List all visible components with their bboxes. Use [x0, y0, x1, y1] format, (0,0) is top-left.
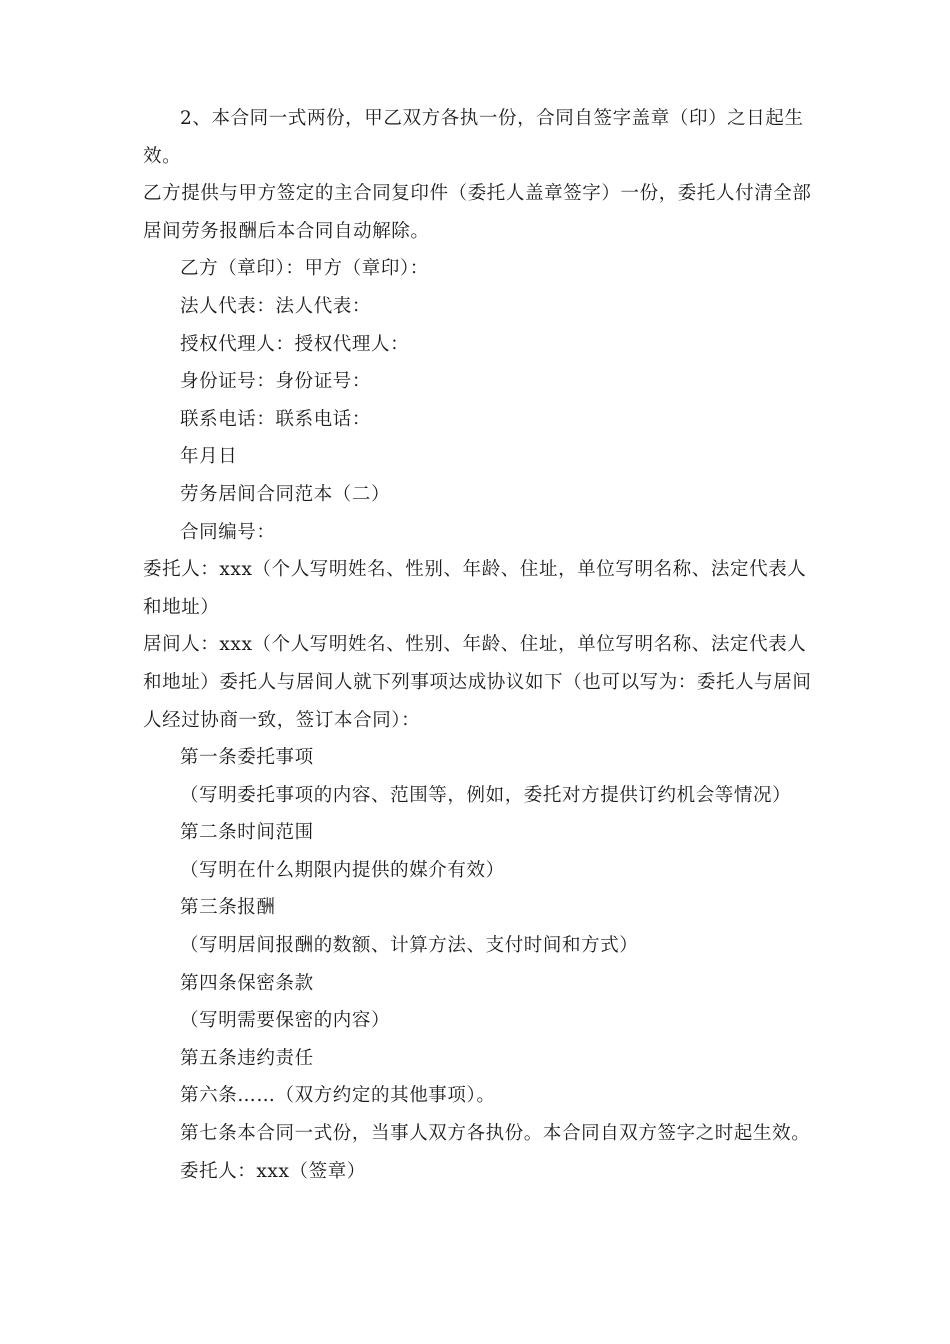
paragraph: 乙方提供与甲方签定的主合同复印件（委托人盖章签字）一份，委托人付清全部居间劳务报酬后本合同自动解除。	[143, 183, 812, 242]
paragraph: 乙方（章印）：甲方（章印）：	[180, 258, 429, 280]
paragraph: 2、本合同一式两份，甲乙双方各执一份，合同自签字盖章（印）之日起生效。	[143, 108, 804, 167]
paragraph: 第一条委托事项	[180, 747, 314, 769]
paragraph: （写明需要保密的内容）	[180, 1010, 391, 1032]
paragraph: （写明居间报酬的数额、计算方法、支付时间和方式）	[180, 935, 639, 957]
paragraph: 委托人：xxx（个人写明姓名、性别、年龄、住址，单位写明名称、法定代表人和地址）	[143, 559, 807, 618]
paragraph: 第二条时间范围	[180, 822, 314, 844]
paragraph: （写明委托事项的内容、范围等，例如，委托对方提供订约机会等情况）	[180, 784, 792, 806]
paragraph: 委托人：xxx（签章）	[180, 1160, 366, 1182]
paragraph: 联系电话：联系电话：	[180, 408, 372, 430]
paragraph: 身份证号：身份证号：	[180, 371, 372, 393]
paragraph: 法人代表：法人代表：	[180, 295, 372, 317]
paragraph: 劳务居间合同范本（二）	[180, 483, 391, 505]
paragraph: 第四条保密条款	[180, 972, 314, 994]
document-body	[143, 100, 823, 1190]
paragraph: （写明在什么期限内提供的媒介有效）	[180, 859, 505, 881]
paragraph: 第六条……（双方约定的其他事项）。	[180, 1085, 496, 1107]
paragraph: 授权代理人：授权代理人：	[180, 333, 410, 355]
paragraph: 第三条报酬	[180, 897, 276, 919]
paragraph: 年月日	[180, 446, 238, 468]
paragraph: 第五条违约责任	[180, 1047, 314, 1069]
paragraph: 合同编号：	[180, 521, 276, 543]
paragraph: 第七条本合同一式份，当事人双方各执份。本合同自双方签字之时起生效。	[180, 1123, 811, 1145]
paragraph: 居间人：xxx（个人写明姓名、性别、年龄、住址，单位写明名称、法定代表人和地址）委托人与居间人就下列事项达成协议如下（也可以写为：委托人与居间人经过协商一致，签订本合同）：	[143, 634, 812, 731]
